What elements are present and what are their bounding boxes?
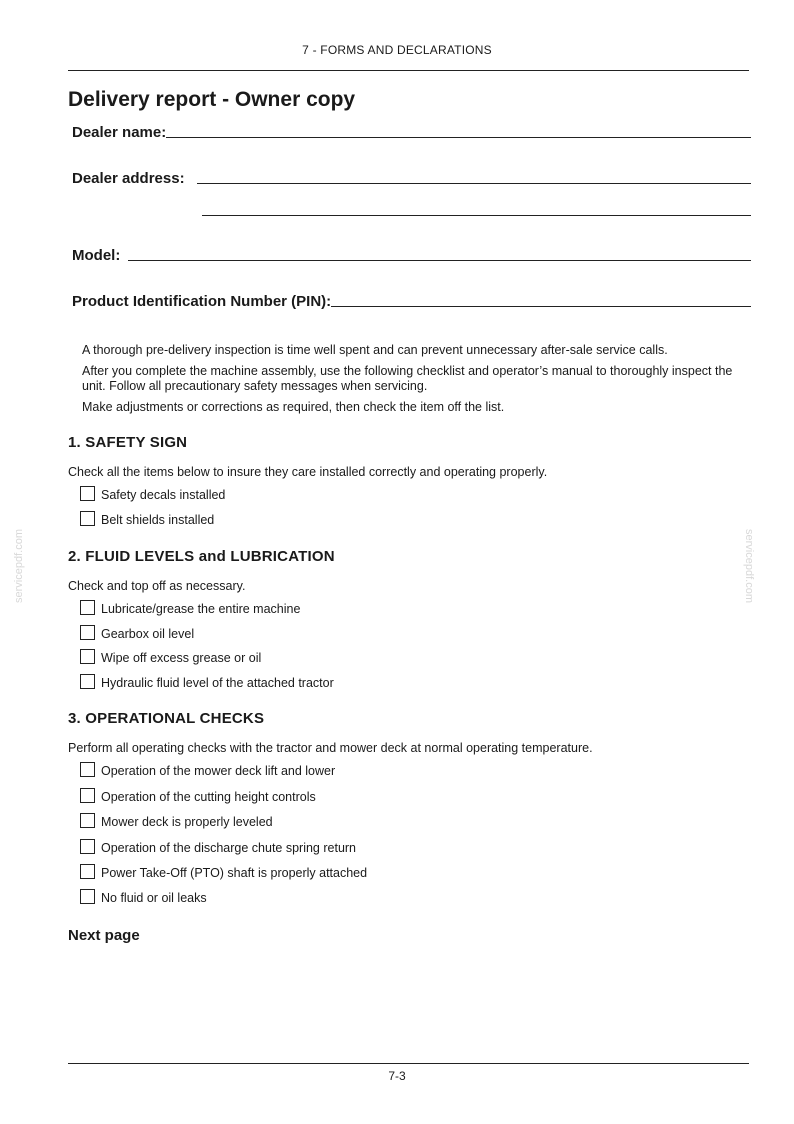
next-page-label: Next page: [68, 927, 140, 944]
section-title-operational-checks: 3. OPERATIONAL CHECKS: [68, 710, 265, 727]
checklist-item[interactable]: [80, 625, 194, 641]
pin-field[interactable]: [72, 293, 751, 310]
header-rule: [68, 70, 749, 71]
checklist-item-label: Operation of the cutting height controls: [101, 790, 316, 804]
checklist-item[interactable]: [80, 486, 225, 502]
checklist-item-label: No fluid or oil leaks: [101, 891, 207, 905]
checkbox[interactable]: [80, 625, 95, 640]
checklist-item[interactable]: [80, 762, 335, 778]
model-line[interactable]: [128, 260, 751, 261]
checkbox[interactable]: [80, 511, 95, 526]
model-field[interactable]: [72, 247, 751, 264]
watermark: servicepdf.com: [742, 529, 755, 603]
model-label: Model:: [72, 247, 121, 264]
section-title-fluid-levels: 2. FLUID LEVELS and LUBRICATION: [68, 548, 335, 565]
checklist-item-label: Gearbox oil level: [101, 627, 195, 641]
section-description: Check and top off as necessary.: [68, 579, 246, 593]
checkbox[interactable]: [80, 889, 95, 904]
checkbox[interactable]: [80, 674, 95, 689]
checklist-item[interactable]: [80, 839, 356, 855]
checklist-item-label: Belt shields installed: [101, 513, 215, 527]
checkbox[interactable]: [80, 649, 95, 664]
dealer-address-label: Dealer address:: [72, 170, 185, 187]
watermark: servicepdf.com: [12, 529, 25, 603]
checkbox[interactable]: [80, 839, 95, 854]
section-description: Check all the items below to insure they care installed correctly and operating properly.: [68, 465, 548, 479]
dealer-name-field[interactable]: [72, 124, 751, 141]
intro-paragraph: After you complete the machine assembly, use the following checklist and operator’s manual to thoroughly inspect the unit. Follow all precautionary safety messages when servicing.: [82, 364, 733, 393]
section-description: Perform all operating checks with the tractor and mower deck at normal operating temperature.: [68, 741, 593, 755]
dealer-address-line[interactable]: [197, 183, 751, 184]
checkbox[interactable]: [80, 788, 95, 803]
checklist-item-label: Mower deck is properly leveled: [101, 815, 273, 829]
chapter-title: 7 - FORMS AND DECLARATIONS: [302, 43, 492, 57]
page-number: 7-3: [388, 1069, 406, 1083]
checklist-item-label: Operation of the mower deck lift and lower: [101, 764, 336, 778]
dealer-name-line[interactable]: [166, 137, 751, 138]
checkbox[interactable]: [80, 600, 95, 615]
checkbox[interactable]: [80, 762, 95, 777]
checkbox[interactable]: [80, 864, 95, 879]
checklist-item[interactable]: [80, 889, 207, 905]
checklist-item-label: Safety decals installed: [101, 488, 226, 502]
dealer-address-line-2[interactable]: [202, 215, 751, 216]
checklist-item-label: Operation of the discharge chute spring return: [101, 841, 357, 855]
checklist-item[interactable]: [80, 649, 261, 665]
section-title-safety-sign: 1. SAFETY SIGN: [68, 434, 188, 451]
checklist-item-label: Hydraulic fluid level of the attached tractor: [101, 676, 334, 690]
checklist-item-label: Power Take-Off (PTO) shaft is properly attached: [101, 866, 368, 880]
footer-rule: [68, 1063, 749, 1064]
intro-paragraph: A thorough pre-delivery inspection is time well spent and can prevent unnecessary after-sale service calls.: [82, 343, 668, 357]
checklist-item[interactable]: [80, 788, 316, 804]
page-title: Delivery report - Owner copy: [68, 88, 356, 111]
pin-line[interactable]: [331, 306, 751, 307]
checklist-item-label: Wipe off excess grease or oil: [101, 651, 262, 665]
dealer-name-label: Dealer name:: [72, 124, 167, 141]
checklist-item[interactable]: [80, 864, 367, 880]
checklist-item[interactable]: [80, 813, 273, 829]
checkbox[interactable]: [80, 486, 95, 501]
intro-paragraph: Make adjustments or corrections as required, then check the item off the list.: [82, 400, 505, 414]
dealer-address-field[interactable]: [72, 170, 751, 187]
checklist-item-label: Lubricate/grease the entire machine: [101, 602, 301, 616]
checklist-item[interactable]: [80, 511, 214, 527]
pin-label: Product Identification Number (PIN):: [72, 293, 332, 310]
intro-text: [82, 343, 754, 421]
checklist-item[interactable]: [80, 674, 334, 690]
checklist-item[interactable]: [80, 600, 300, 616]
checkbox[interactable]: [80, 813, 95, 828]
